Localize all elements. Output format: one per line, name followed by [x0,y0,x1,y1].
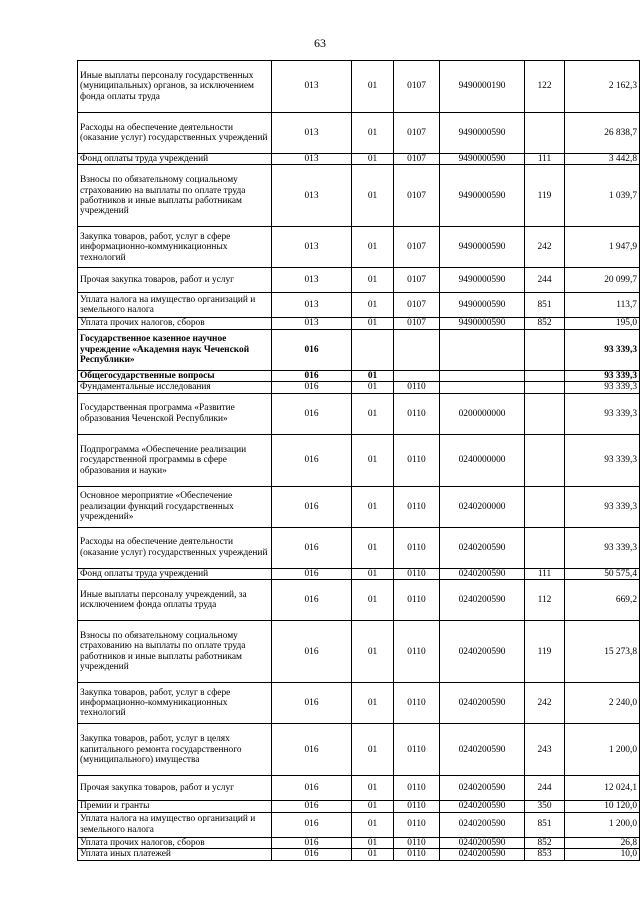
expense-name-cell: Подпрограмма «Обеспечение реализации государственной программы в сфере образования и науки» [78,434,272,486]
subsection-code-cell [394,329,440,370]
table-row [78,165,640,227]
amount-cell: 26 838,7 [565,113,640,154]
expense-name-cell: Общегосударственные вопросы [78,370,272,381]
expense-name-cell: Взносы по обязательному социальному страхованию на выплаты по оплате труда работников и иные выплаты работникам учреждений [78,621,272,683]
budget-table-body [78,61,640,861]
expense-type-code-cell: 243 [525,724,565,776]
expense-name-cell: Прочая закупка товаров, работ и услуг [78,268,272,293]
subsection-code-cell: 0107 [394,318,440,329]
target-item-code-cell: 0240200590 [440,580,525,621]
target-item-code-cell: 0240200590 [440,837,525,848]
table-row [78,683,640,724]
section-code-cell [352,329,394,370]
table-row [78,812,640,837]
expense-type-code-cell: 853 [525,849,565,860]
section-code-cell: 01 [352,293,394,318]
amount-cell: 2 162,3 [565,61,640,113]
expense-name-cell: Фонд оплаты труда учреждений [78,568,272,579]
table-row [78,393,640,434]
table-row [78,154,640,165]
section-code-cell: 01 [352,724,394,776]
ministry-code-cell: 016 [272,329,352,370]
ministry-code-cell: 013 [272,154,352,165]
target-item-code-cell: 0200000000 [440,393,525,434]
section-code-cell: 01 [352,568,394,579]
target-item-code-cell: 9490000590 [440,293,525,318]
table-row [78,268,640,293]
ministry-code-cell: 016 [272,393,352,434]
table-row [78,227,640,268]
expense-type-code-cell: 350 [525,801,565,812]
expense-name-cell: Взносы по обязательному социальному страхованию на выплаты по оплате труда работников и иные выплаты работникам учреждений [78,165,272,227]
expense-type-code-cell: 119 [525,165,565,227]
subsection-code-cell: 0110 [394,621,440,683]
expense-type-code-cell [525,382,565,393]
section-code-cell: 01 [352,268,394,293]
expense-type-code-cell: 122 [525,61,565,113]
target-item-code-cell: 0240000000 [440,434,525,486]
ministry-code-cell: 013 [272,165,352,227]
table-row [78,382,640,393]
section-code-cell: 01 [352,776,394,801]
subsection-code-cell: 0110 [394,724,440,776]
target-item-code-cell: 9490000590 [440,165,525,227]
subsection-code-cell: 0110 [394,434,440,486]
table-row [78,568,640,579]
expense-type-code-cell: 111 [525,568,565,579]
expense-type-code-cell: 852 [525,837,565,848]
subsection-code-cell: 0110 [394,393,440,434]
amount-cell: 26,8 [565,837,640,848]
expense-name-cell: Иные выплаты персоналу государственных (муниципальных) органов, за исключением фонда оплаты труда [78,61,272,113]
subsection-code-cell: 0110 [394,849,440,860]
section-code-cell: 01 [352,580,394,621]
ministry-code-cell: 016 [272,580,352,621]
expense-type-code-cell: 119 [525,621,565,683]
section-code-cell: 01 [352,227,394,268]
section-code-cell: 01 [352,165,394,227]
amount-cell: 1 947,9 [565,227,640,268]
subsection-code-cell: 0110 [394,801,440,812]
expense-name-cell: Уплата налога на имущество организаций и земельного налога [78,812,272,837]
subsection-code-cell: 0107 [394,293,440,318]
subsection-code-cell: 0107 [394,227,440,268]
ministry-code-cell: 016 [272,434,352,486]
table-row [78,776,640,801]
subsection-code-cell: 0110 [394,486,440,527]
ministry-code-cell: 013 [272,293,352,318]
target-item-code-cell: 9490000590 [440,154,525,165]
subsection-code-cell: 0110 [394,683,440,724]
ministry-code-cell: 016 [272,837,352,848]
table-row [78,724,640,776]
subsection-code-cell [394,370,440,381]
ministry-code-cell: 013 [272,318,352,329]
amount-cell: 93 339,3 [565,393,640,434]
amount-cell: 669,2 [565,580,640,621]
ministry-code-cell: 016 [272,776,352,801]
target-item-code-cell: 0240200590 [440,776,525,801]
table-row [78,621,640,683]
amount-cell: 15 273,8 [565,621,640,683]
ministry-code-cell: 016 [272,527,352,568]
table-row [78,837,640,848]
expense-name-cell: Расходы на обеспечение деятельности (оказание услуг) государственных учреждений [78,113,272,154]
ministry-code-cell: 013 [272,268,352,293]
expense-type-code-cell: 851 [525,812,565,837]
target-item-code-cell: 0240200590 [440,683,525,724]
target-item-code-cell: 0240200000 [440,486,525,527]
ministry-code-cell: 016 [272,621,352,683]
expense-name-cell: Закупка товаров, работ, услуг в целях капитального ремонта государственного (муниципального) имущества [78,724,272,776]
target-item-code-cell: 0240200590 [440,568,525,579]
target-item-code-cell: 9490000590 [440,227,525,268]
expense-name-cell: Основное мероприятие «Обеспечение реализации функций государственных учреждений» [78,486,272,527]
ministry-code-cell: 016 [272,801,352,812]
section-code-cell: 01 [352,486,394,527]
subsection-code-cell: 0107 [394,268,440,293]
expense-type-code-cell [525,113,565,154]
expense-name-cell: Премии и гранты [78,801,272,812]
expense-name-cell: Уплата иных платежей [78,849,272,860]
expense-type-code-cell [525,329,565,370]
section-code-cell: 01 [352,683,394,724]
target-item-code-cell: 9490000590 [440,318,525,329]
ministry-code-cell: 016 [272,486,352,527]
expense-name-cell: Фонд оплаты труда учреждений [78,154,272,165]
expense-type-code-cell [525,527,565,568]
subsection-code-cell: 0110 [394,812,440,837]
amount-cell: 1 200,0 [565,724,640,776]
amount-cell: 3 442,8 [565,154,640,165]
section-code-cell: 01 [352,801,394,812]
target-item-code-cell: 0240200590 [440,621,525,683]
expense-name-cell: Закупка товаров, работ, услуг в сфере информационно-коммуникационных технологий [78,683,272,724]
subsection-code-cell: 0107 [394,165,440,227]
budget-table [77,60,640,861]
subsection-code-cell: 0107 [394,61,440,113]
subsection-code-cell: 0110 [394,580,440,621]
table-row [78,113,640,154]
amount-cell: 93 339,3 [565,382,640,393]
target-item-code-cell: 0240200590 [440,527,525,568]
target-item-code-cell: 9490000590 [440,113,525,154]
amount-cell: 2 240,0 [565,683,640,724]
section-code-cell: 01 [352,621,394,683]
section-code-cell: 01 [352,527,394,568]
table-row [78,527,640,568]
expense-type-code-cell: 112 [525,580,565,621]
table-row [78,801,640,812]
section-code-cell: 01 [352,393,394,434]
table-row [78,370,640,381]
subsection-code-cell: 0107 [394,154,440,165]
section-code-cell: 01 [352,849,394,860]
target-item-code-cell: 0240200590 [440,801,525,812]
section-code-cell: 01 [352,113,394,154]
table-row [78,849,640,860]
expense-type-code-cell: 242 [525,227,565,268]
expense-name-cell: Прочая закупка товаров, работ и услуг [78,776,272,801]
table-row [78,61,640,113]
subsection-code-cell: 0107 [394,113,440,154]
section-code-cell: 01 [352,61,394,113]
amount-cell: 93 339,3 [565,486,640,527]
target-item-code-cell: 0240200590 [440,724,525,776]
section-code-cell: 01 [352,154,394,165]
expense-type-code-cell: 851 [525,293,565,318]
amount-cell: 93 339,3 [565,434,640,486]
ministry-code-cell: 016 [272,683,352,724]
table-row [78,580,640,621]
section-code-cell: 01 [352,434,394,486]
expense-type-code-cell: 242 [525,683,565,724]
table-row [78,293,640,318]
expense-name-cell: Фундаментальные исследования [78,382,272,393]
table-row [78,329,640,370]
subsection-code-cell: 0110 [394,568,440,579]
amount-cell: 10 120,0 [565,801,640,812]
ministry-code-cell: 013 [272,227,352,268]
expense-type-code-cell [525,486,565,527]
target-item-code-cell: 9490000190 [440,61,525,113]
target-item-code-cell [440,329,525,370]
target-item-code-cell [440,370,525,381]
expense-name-cell: Государственное казенное научное учреждение «Академия наук Чеченской Республики» [78,329,272,370]
target-item-code-cell: 9490000590 [440,268,525,293]
expense-name-cell: Закупка товаров, работ, услуг в сфере информационно-коммуникационных технологий [78,227,272,268]
ministry-code-cell: 016 [272,382,352,393]
amount-cell: 93 339,3 [565,527,640,568]
table-row [78,486,640,527]
amount-cell: 1 039,7 [565,165,640,227]
expense-name-cell: Уплата прочих налогов, сборов [78,837,272,848]
subsection-code-cell: 0110 [394,382,440,393]
expense-type-code-cell [525,434,565,486]
target-item-code-cell: 0240200590 [440,849,525,860]
section-code-cell: 01 [352,837,394,848]
expense-type-code-cell: 111 [525,154,565,165]
expense-type-code-cell [525,370,565,381]
subsection-code-cell: 0110 [394,837,440,848]
subsection-code-cell: 0110 [394,776,440,801]
section-code-cell: 01 [352,370,394,381]
amount-cell: 20 099,7 [565,268,640,293]
amount-cell: 12 024,1 [565,776,640,801]
expense-name-cell: Государственная программа «Развитие образования Чеченской Республики» [78,393,272,434]
section-code-cell: 01 [352,812,394,837]
expense-name-cell: Уплата налога на имущество организаций и земельного налога [78,293,272,318]
ministry-code-cell: 016 [272,370,352,381]
table-row [78,434,640,486]
ministry-code-cell: 013 [272,113,352,154]
target-item-code-cell [440,382,525,393]
amount-cell: 1 200,0 [565,812,640,837]
ministry-code-cell: 016 [272,812,352,837]
ministry-code-cell: 016 [272,724,352,776]
amount-cell: 93 339,3 [565,329,640,370]
expense-type-code-cell: 852 [525,318,565,329]
expense-type-code-cell: 244 [525,776,565,801]
ministry-code-cell: 013 [272,61,352,113]
amount-cell: 113,7 [565,293,640,318]
expense-type-code-cell: 244 [525,268,565,293]
expense-type-code-cell [525,393,565,434]
expense-name-cell: Уплата прочих налогов, сборов [78,318,272,329]
amount-cell: 195,0 [565,318,640,329]
amount-cell: 93 339,3 [565,370,640,381]
amount-cell: 10,0 [565,849,640,860]
amount-cell: 50 575,4 [565,568,640,579]
section-code-cell: 01 [352,382,394,393]
expense-name-cell: Расходы на обеспечение деятельности (оказание услуг) государственных учреждений [78,527,272,568]
ministry-code-cell: 016 [272,568,352,579]
table-row [78,318,640,329]
page-number: 63 [314,36,326,50]
section-code-cell: 01 [352,318,394,329]
expense-name-cell: Иные выплаты персоналу учреждений, за исключением фонда оплаты труда [78,580,272,621]
subsection-code-cell: 0110 [394,527,440,568]
ministry-code-cell: 016 [272,849,352,860]
target-item-code-cell: 0240200590 [440,812,525,837]
